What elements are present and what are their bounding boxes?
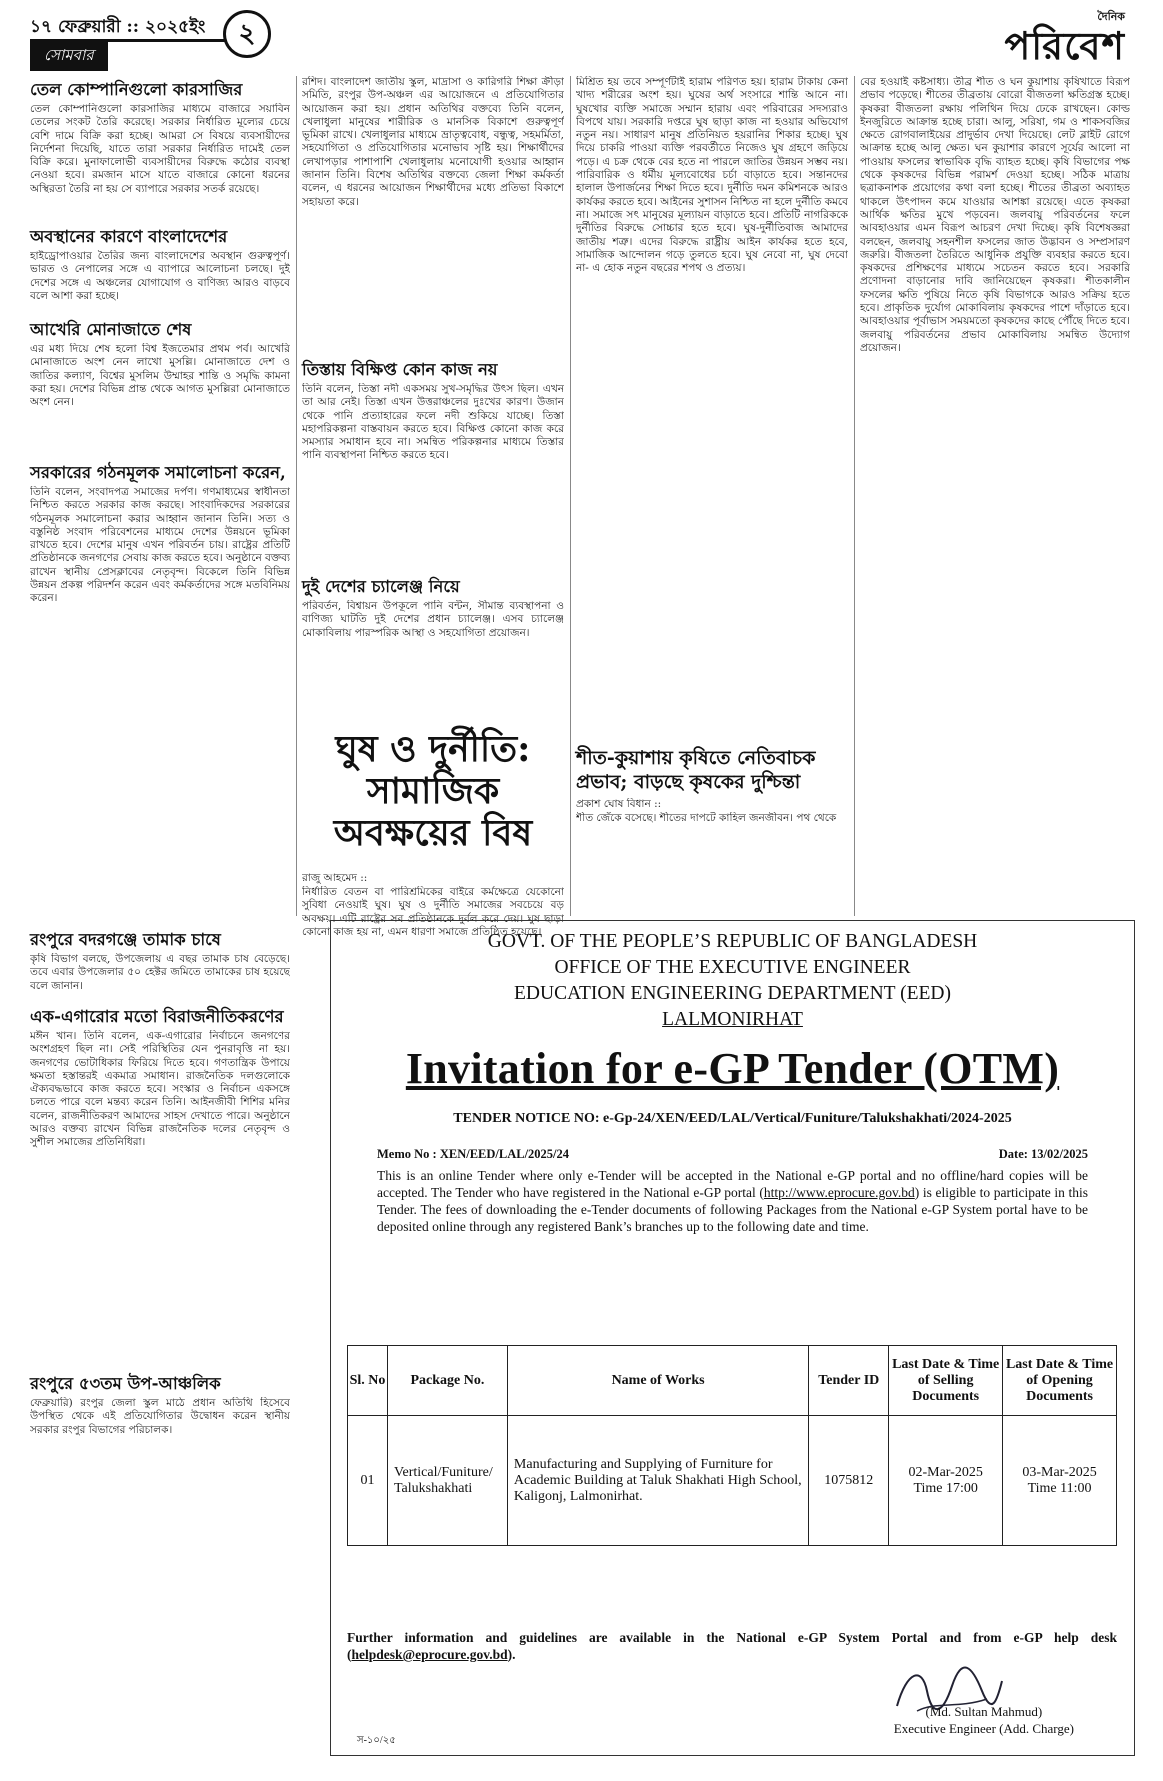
signatory-name: (Md. Sultan Mahmud) — [925, 1704, 1043, 1719]
masthead-subtitle: দৈনিক — [1097, 10, 1125, 23]
tender-advertisement — [330, 920, 1135, 1756]
memo-number: Memo No : XEN/EED/LAL/2025/24 — [377, 1147, 570, 1161]
gov-line: OFFICE OF THE EXECUTIVE ENGINEER — [554, 957, 911, 978]
headline: রংপুরে বদরগঞ্জে তামাক চাষে — [30, 930, 221, 949]
column-1 — [30, 76, 290, 1457]
column-3 — [576, 76, 848, 826]
gov-line: GOVT. OF THE PEOPLE’S REPUBLIC OF BANGLADESH — [487, 931, 978, 952]
col-header: Package No. — [387, 1346, 507, 1416]
cell-selling-deadline — [889, 1416, 1003, 1546]
desc-text: ) is eligible to participate in this Tender. The fees of downloading the e-Tender documents of following Packages from the National e-GP System portal have to be deposited online through any registered Bank’s branches up to the following date and time. — [377, 1185, 1088, 1234]
article-body: শীত জেঁকে বসেছে। শীতের দাপটে কাহিল জনজীবন। পথ থেকে — [576, 812, 837, 824]
masthead-title: পরিবেশ — [1004, 23, 1125, 68]
article-body: তিনি বলেন, সংবাদপত্র সমাজের দর্পণ। গণমাধ্যমের স্বাধীনতা নিশ্চিত করতে সরকার কাজ করছে। সাংবাদিকদের সরকারের গঠনমূলক সমালোচনা করার আহ্বান জানান তিনি। সত্য ও বস্তুনিষ্ঠ সংবাদ পরিবেশনের মাধ্যমে দেশের উন্নয়নে ভূমিকা রাখতে হবে। দেশের মানুষ এখন পরিবর্তন চায়। রাষ্ট্রের প্রতিটি প্রতিষ্ঠানকে জনগণের সেবায় কাজ করতে হবে। অনুষ্ঠানে বক্তব্য রাখেন স্থানীয় প্রেসক্লাবের নেতৃবৃন্দ। বিকেলে তিনি বিভিন্ন উন্নয়ন প্রকল্প পরিদর্শন করেন এবং কর্মকর্তাদের সঙ্গে মতবিনিময় করেন। — [30, 486, 290, 605]
col-header: Last Date & Time of Selling Documents — [889, 1346, 1003, 1416]
opening-date: 03-Mar-2025 — [1022, 1464, 1097, 1480]
tender-title: Invitation for e-GP Tender (OTM) — [405, 1044, 1060, 1093]
desc-text: This is an online Tender where only e-Tender will be accepted in the National e-GP portal and no offline/hard copies will be accepted. The Tender who have registered in the National e-GP portal ( — [377, 1168, 1088, 1200]
eprocure-link[interactable]: http://www.eprocure.gov.bd — [763, 1185, 915, 1200]
gov-location: LALMONIRHAT — [662, 1009, 803, 1030]
headline: তেল কোম্পানিগুলো কারসাজির — [30, 80, 243, 99]
helpdesk-email-link[interactable]: helpdesk@eprocure.gov.bd — [351, 1647, 508, 1662]
article-body: ফেব্রুয়ারি) রংপুর জেলা স্কুল মাঠে প্রধান অতিথি হিসেবে উপস্থিত থেকে এই প্রতিযোগিতার উদ্বোধন করেন স্থানীয় সরকার রংপুর বিভাগের পরিচালক। — [30, 1397, 290, 1436]
article-body: বের হওয়াই কষ্টসাধ্য। তীব্র শীত ও ঘন কুয়াশায় কৃষিখাতে বিরূপ প্রভাব পড়েছে। শীতের তীব্রতায় বোরো বীজতলা ক্ষতিগ্রস্ত হচ্ছে। কৃষকরা বীজতলা রক্ষায় পলিথিন দিয়ে ঢেকে রাখছেন। কোল্ড ইনজুরিতে আক্রান্ত হচ্ছে চারা। আলু, সরিষা, গম ও শাকসবজির ক্ষেতে রোগবালাইয়ের প্রাদুর্ভাব দেখা দিয়েছে। লেট ব্লাইট রোগে আক্রান্ত হচ্ছে আলু ক্ষেত। ঘন কুয়াশার কারণে সূর্যের আলো না পাওয়ায় ফসলের স্বাভাবিক বৃদ্ধি ব্যাহত হচ্ছে। কৃষি বিভাগের পক্ষ থেকে কৃষকদের বিভিন্ন পরামর্শ দেওয়া হচ্ছে। সঠিক মাত্রায় ছত্রাকনাশক প্রয়োগের কথা বলা হচ্ছে। শীতের তীব্রতা অব্যাহত থাকলে উৎপাদন কমে যাওয়ার আশঙ্কা রয়েছে। এতে কৃষকরা আর্থিক ক্ষতির মুখে পড়বেন। জলবায়ু পরিবর্তনের ফলে আবহাওয়ার এমন বিরূপ আচরণ দেখা দিচ্ছে। কৃষি বিশেষজ্ঞরা বলছেন, জলবায়ু সহনশীল ফসলের জাত উদ্ভাবন ও সম্প্রসারণ জরুরি। বীজতলা তৈরিতে আধুনিক প্রযুক্তি ব্যবহার করতে হবে। কৃষকদের প্রশিক্ষণের মাধ্যমে সচেতন করতে হবে। সরকারি প্রণোদনা বাড়ানোর দাবি জানিয়েছেন কৃষকরা। শীতকালীন ফসলের ক্ষতি পুষিয়ে নিতে কৃষি বিভাগকে আরও সক্রিয় হতে হবে। প্রাকৃতিক দুর্যোগ মোকাবিলায় কৃষকদের পাশে দাঁড়াতে হবে। আবহাওয়ার পূর্বাভাস সময়মতো কৃষকদের কাছে পৌঁছে দিতে হবে। জলবায়ু পরিবর্তনের প্রভাব মোকাবিলায় সমন্বিত উদ্যোগ প্রয়োজন। — [860, 76, 1130, 354]
article-body: হাইড্রোপাওয়ার তৈরির জন্য বাংলাদেশের অবস্থান গুরুত্বপূর্ণ। ভারত ও নেপালের সঙ্গে এ ব্যাপারে আলোচনা চলছে। দুই দেশের সঙ্গে এ অঞ্চলের যোগাযোগ ও বাণিজ্য আরও বাড়বে বলে আশা করা হচ্ছে। — [30, 250, 290, 302]
cell-sl: 01 — [348, 1416, 388, 1546]
article-body: নির্ধারিত বেতন বা পারিশ্রমিকের বাইরে কর্মক্ষেত্রে যেকোনো সুবিধা নেওয়াই ঘুষ। ঘুষ ও দুর্নীতি সমাজের সবচেয়ে বড় অবক্ষয়। এটি রাষ্ট্রের সব প্রতিষ্ঠানকে দুর্বল করে দেয়। ঘুষ ছাড়া কোনো কাজ হয় না, এমন ধারণা সমাজে প্রতিষ্ঠিত হয়েছে। — [302, 886, 564, 938]
memo-line — [377, 1147, 1088, 1163]
byline: রাজু আহমেদ :: — [302, 872, 368, 884]
headline: এক-এগারোর মতো বিরাজনীতিকরণের — [30, 1007, 284, 1026]
cell-package: Vertical/Funiture/ Talukshakhati — [387, 1416, 507, 1546]
selling-time: Time 17:00 — [913, 1480, 978, 1496]
article-body: পরিবর্তন, বিশ্বায়ন উপকূলে পানি বন্টন, সীমান্ত ব্যবস্থাপনা ও বাণিজ্য ঘাটতি দুই দেশের প্রধান চ্যালেঞ্জ। এসব চ্যালেঞ্জ মোকাবিলায় পারস্পরিক আস্থা ও সহযোগিতা প্রয়োজন। — [302, 600, 564, 639]
col-header: Tender ID — [809, 1346, 889, 1416]
tender-table — [347, 1345, 1117, 1546]
column-divider — [570, 76, 571, 916]
tender-notice-number: TENDER NOTICE NO: e-Gp-24/XEN/EED/LAL/Vertical/Funiture/Talukshakhati/2024-2025 — [453, 1111, 1012, 1126]
article-body: মিশ্রিত হয় তবে সম্পূর্ণটাই হারাম পরিণত হয়। হারাম টাকায় কেনা খাদ্য শরীরের অংশ হয়। ঘুষের অর্থ সংসারে শান্তি আনে না। ঘুষখোর ব্যক্তি সমাজে সম্মান হারায় এবং পরিবারের সদস্যরাও বিপথে যায়। সরকারি দপ্তরে ঘুষ ছাড়া কাজ না হওয়ার অভিযোগ নতুন নয়। সাধারণ মানুষ প্রতিনিয়ত হয়রানির শিকার হচ্ছে। ঘুষ দিয়ে চাকরি পাওয়া ব্যক্তি পরবর্তীতে নিজেও ঘুষ গ্রহণে জড়িয়ে পড়ে। এ চক্র থেকে বের হতে না পারলে জাতির উন্নয়ন সম্ভব নয়। পারিবারিক ও ধর্মীয় মূল্যবোধের চর্চা বাড়াতে হবে। সন্তানদের হালাল উপার্জনের শিক্ষা দিতে হবে। দুর্নীতি দমন কমিশনকে আরও কার্যকর করতে হবে। আইনের সুশাসন নিশ্চিত না হলে দুর্নীতি কমবে না। সমাজে সৎ মানুষের মূল্যায়ন বাড়াতে হবে। প্রতিটি নাগরিককে দুর্নীতির বিরুদ্ধে সোচ্চার হতে হবে। ঘুষ-দুর্নীতিবাজ আমাদের জাতীয় শত্রু। এদের বিরুদ্ধে রাষ্ট্রীয় আইন কার্যকর হতে হবে, সামাজিক আন্দোলন গড়ে তুলতে হবে। ঘুষ নেবো না, ঘুষ দেবো না- এ হোক নতুন বছরের শপথ ও প্রত্যয়। — [576, 76, 848, 275]
signatory-title: Executive Engineer (Add. Charge) — [893, 1721, 1074, 1736]
feature-headline: ঘুষ ও দুর্নীতি: সামাজিক অবক্ষয়ের বিষ — [333, 728, 533, 854]
selling-date: 02-Mar-2025 — [908, 1464, 983, 1480]
headline: আখেরি মোনাজাতে শেষ — [30, 320, 192, 339]
col-header: Last Date & Time of Opening Documents — [1003, 1346, 1117, 1416]
ad-code: স-১০/২৫ — [357, 1735, 396, 1746]
article-body: মঈন খান। তিনি বলেন, এক-এগারোর নির্বাচনে জনগণের অংশগ্রহণ ছিল না। সেই পরিস্থিতির যেন পুনরাবৃত্তি না হয়। জনগণের ভোটাধিকার ফিরিয়ে দিতে হবে। গণতান্ত্রিক উপায়ে ক্ষমতা হস্তান্তরই একমাত্র সমাধান। রাজনৈতিক দলগুলোকে ঐক্যবদ্ধভাবে কাজ করতে হবে। সংস্কার ও নির্বাচন একসঙ্গে চলতে পারে বলে মন্তব্য করেন তিনি। আইনজীবী শিশির মনির বলেন, রাজনীতিকরণ আমাদের সাহস দেখাতে পারে। অনুষ্ঠানে আরও বক্তব্য রাখেন বিভিন্ন রাজনৈতিক দলের নেতৃবৃন্দ ও সুশীল সমাজের প্রতিনিধিরা। — [30, 1030, 290, 1149]
headline: রংপুরে ৫৩তম উপ-আঞ্চলিক — [30, 1374, 221, 1393]
headline: সরকারের গঠনমূলক সমালোচনা করেন, — [30, 463, 286, 482]
col-header: Sl. No — [348, 1346, 388, 1416]
tender-description — [377, 1167, 1088, 1235]
government-header — [331, 929, 1134, 1033]
column-2 — [302, 76, 564, 956]
further-text: Further information and guidelines are available in the National e-GP System Portal and from e-GP help desk ( — [347, 1630, 1117, 1662]
article-body: রশিদ। বাংলাদেশ জাতীয় স্কুল, মাদ্রাসা ও কারিগরি শিক্ষা ক্রীড়া সমিতি, রংপুর উপ-অঞ্চল এর আয়োজনে এ প্রতিযোগিতার আয়োজন করা হয়। প্রধান অতিথির বক্তব্যে তিনি বলেন, খেলাধুলা মানুষের শারীরিক ও মানসিক বিকাশে গুরুত্বপূর্ণ ভূমিকা রাখে। খেলাধুলার মাধ্যমে ভ্রাতৃত্ববোধ, বন্ধুত্ব, সহমর্মিতা, সহযোগিতা ও প্রতিযোগিতার মনোভাব সৃষ্টি হয়। শিক্ষার্থীদের লেখাপড়ার পাশাপাশি খেলাধুলায় মনোযোগী হওয়ার আহ্বান জানান তিনি। বিশেষ অতিথির বক্তব্যে জেলা শিক্ষা কর্মকর্তা বলেন, এ ধরনের আয়োজন শিক্ষার্থীদের মধ্যে প্রতিভা বিকাশে সহায়তা করে। — [302, 76, 564, 208]
signatory-block — [894, 1703, 1074, 1737]
table-header-row — [348, 1346, 1117, 1416]
further-text: ). — [507, 1647, 516, 1662]
issue-day: সোমবার — [30, 42, 108, 71]
opening-time: Time 11:00 — [1027, 1480, 1092, 1496]
article-body: কৃষি বিভাগ বলছে, উপজেলায় এ বছর তামাক চাষ বেড়েছে। তবে এবার উপজেলার ৫০ হেক্টর জমিতে তামাকের চাষ হয়েছে বলে জানান। — [30, 953, 290, 992]
headline: দুই দেশের চ্যালেঞ্জ নিয়ে — [302, 577, 460, 596]
headline: শীত-কুয়াশায় কৃষিতে নেতিবাচক প্রভাব; বাড়ছে কৃষকের দুশ্চিন্তা — [576, 747, 816, 793]
table-row — [348, 1416, 1117, 1546]
article-body: তেল কোম্পানিগুলো কারসাজির মাধ্যমে বাজারে সয়াবিন তেলের সংকট তৈরি করেছে। সরকার নির্ধারিত মূল্যের চেয়ে বেশি দামে বিক্রি করা হচ্ছে। আমরা সে বিষয়ে ব্যবসায়ীদের নির্দেশনা দিয়েছি, যাতে তারা সরকার নির্ধারিত দামেই তেল বিক্রি করে। মুনাফালোভী ব্যবসায়ীদের বিরুদ্ধে কঠোর ব্যবস্থা নেওয়া হবে। রমজান মাসে যাতে বাজারে কোনো ধরনের অস্থিরতা তৈরি না হয় সে ব্যাপারে সরকার সতর্ক রয়েছে। — [30, 103, 290, 195]
headline: তিস্তায় বিক্ষিপ্ত কোন কাজ নয় — [302, 360, 498, 379]
cell-tender-id: 1075812 — [809, 1416, 889, 1546]
masthead-logo — [1004, 8, 1125, 68]
cell-opening-deadline — [1003, 1416, 1117, 1546]
byline: প্রকাশ ঘোষ বিধান :: — [576, 798, 662, 810]
article-body: তিনি বলেন, তিস্তা নদী একসময় সুখ-সমৃদ্ধির উৎস ছিল। এখন তা আর নেই। তিস্তা এখন উত্তরাঞ্চলের দুঃখের কারণ। উজান থেকে পানি প্রত্যাহারের ফলে নদী শুকিয়ে যাচ্ছে। তিস্তা মহাপরিকল্পনা বাস্তবায়ন করতে হবে। বিক্ষিপ্ত কোনো কাজ করে সমস্যার সমাধান হবে না। সমন্বিত পরিকল্পনার মাধ্যমে তিস্তার পানি ব্যবস্থাপনা নিশ্চিত করতে হবে। — [302, 383, 564, 462]
further-info — [347, 1629, 1117, 1663]
col-header: Name of Works — [507, 1346, 808, 1416]
column-divider — [854, 76, 855, 916]
headline: অবস্থানের কারণে বাংলাদেশের — [30, 227, 228, 246]
page-number: ২ — [223, 10, 271, 58]
gov-line: EDUCATION ENGINEERING DEPARTMENT (EED) — [514, 983, 951, 1004]
memo-date: Date: 13/02/2025 — [998, 1147, 1088, 1161]
article-body: এর মধ্য দিয়ে শেষ হলো বিশ্ব ইজতেমার প্রথম পর্ব। আখেরি মোনাজাতে অংশ নেন লাখো মুসল্লি। মোনাজাতে দেশ ও জাতির কল্যাণ, বিশ্বের মুসলিম উম্মাহর শান্তি ও সমৃদ্ধি কামনা করা হয়। দেশের বিভিন্ন প্রান্ত থেকে আগত মুসল্লিরা মোনাজাতে অংশ নেন। — [30, 343, 290, 409]
issue-date: ১৭ ফেব্রুয়ারী :: ২০২৫ইং — [30, 17, 206, 37]
cell-works: Manufacturing and Supplying of Furniture for Academic Building at Taluk Shakhati High School, Kaligonj, Lalmonirhat. — [507, 1416, 808, 1546]
column-divider — [296, 76, 297, 916]
page-header — [8, 6, 1155, 70]
column-4 — [860, 76, 1130, 896]
